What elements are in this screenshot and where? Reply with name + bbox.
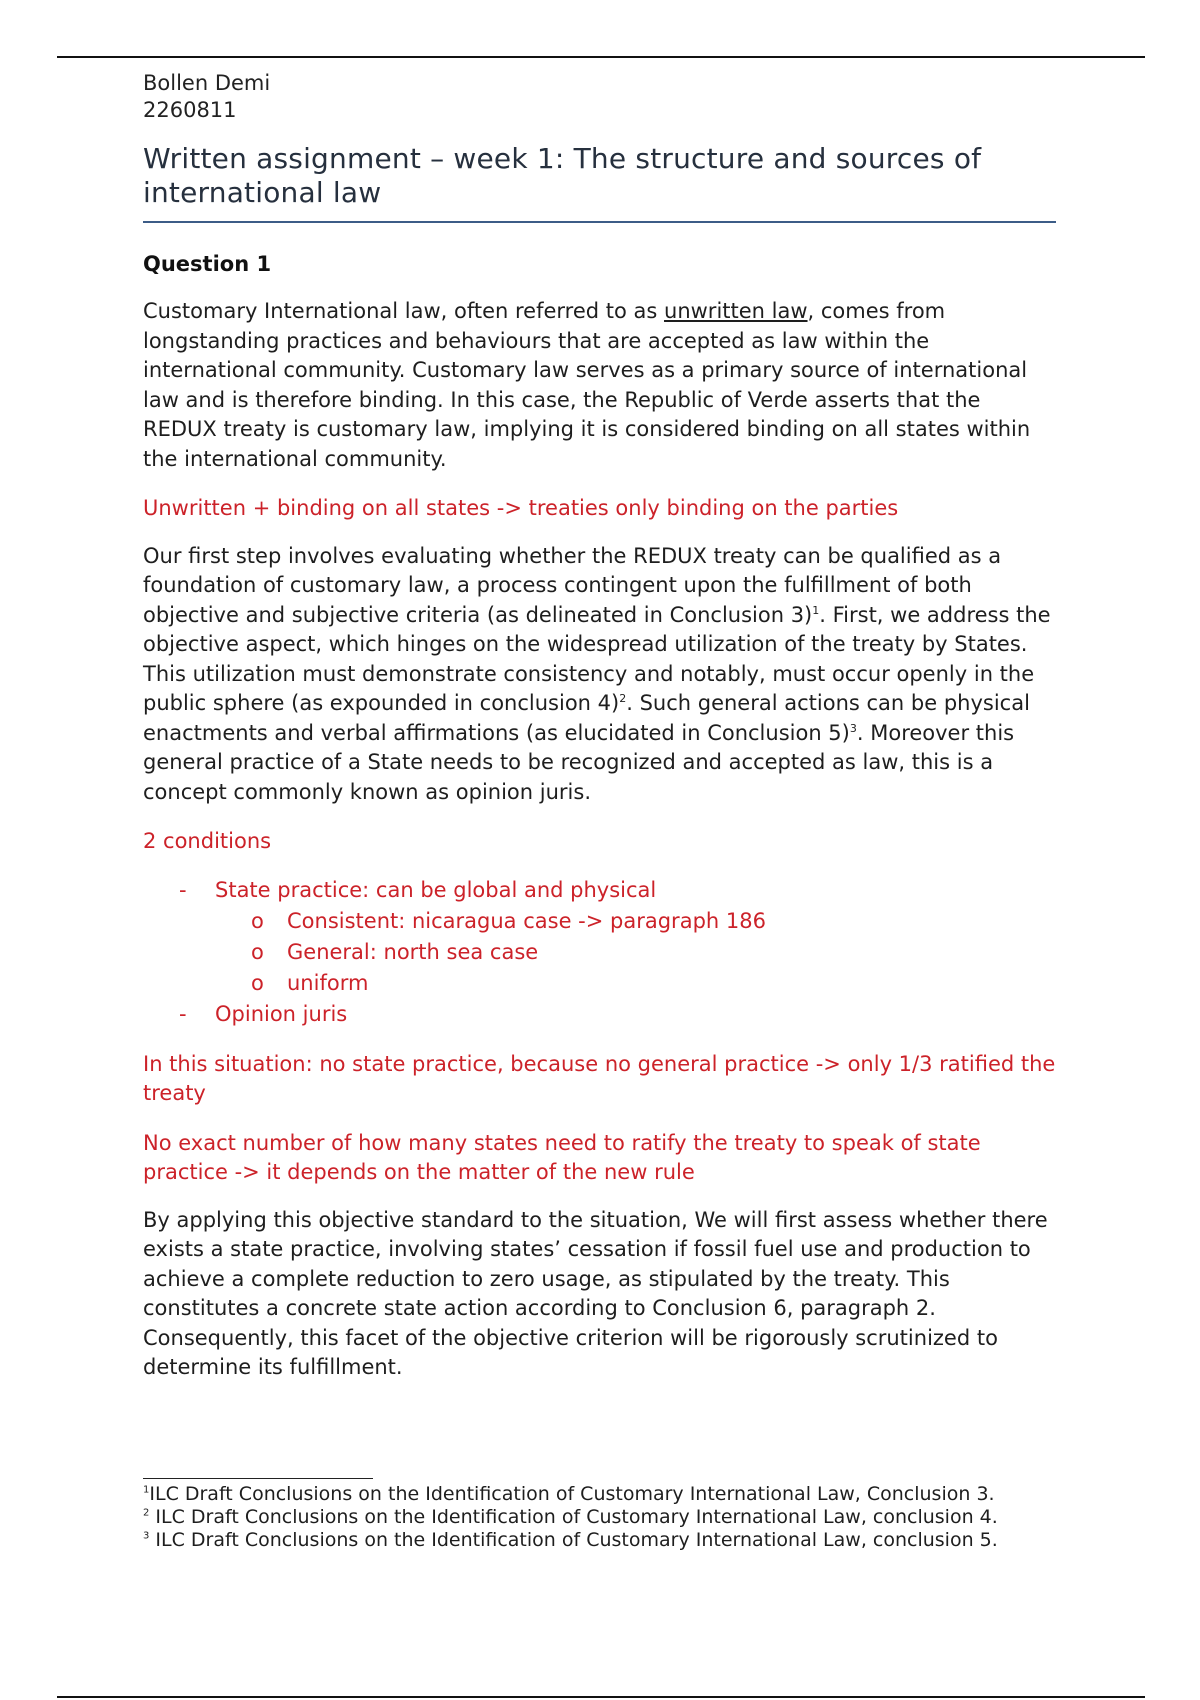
circle-bullet: o — [251, 908, 264, 933]
document-body — [143, 70, 1058, 1383]
footnote-mark: 1 — [143, 1484, 150, 1496]
title-underline — [143, 221, 1056, 223]
dash-bullet: - — [179, 877, 187, 902]
document-title: Written assignment – week 1: The structure and sources of international law — [143, 142, 982, 209]
footnote-2 — [143, 1506, 1073, 1529]
author-block — [143, 70, 1058, 124]
footnote-ref-3[interactable]: 3 — [849, 721, 857, 735]
footnotes — [143, 1478, 1073, 1552]
question-heading: Question 1 — [143, 252, 272, 276]
footnote-mark: 2 — [143, 1507, 150, 1519]
footnote-separator — [143, 1478, 373, 1479]
para1-text-after: , comes from longstanding practices and behaviours that are accepted as law within the international community. Customary law serves as a primary source of international law and is therefore binding. In this case, the Republic of Verde asserts that the REDUX treaty is customary law, implying it is considered binding on all states within the international community. — [143, 299, 1031, 471]
annotation-unwritten-binding: Unwritten + binding on all states -> treaties only binding on the parties — [143, 496, 899, 520]
underlined-term: unwritten law — [664, 299, 808, 323]
para2-text-1: Our first step involves evaluating whether the REDUX treaty can be qualified as a foundation of customary law, a process contingent upon the fulfillment of both objective and subjective criteria (as delineated in Conclusion 3) — [143, 543, 1002, 627]
paragraph-customary-law — [143, 297, 1058, 474]
annotation-no-state-practice: In this situation: no state practice, because no general practice -> only 1/3 ratified the treaty — [143, 1051, 1056, 1105]
footnote-3 — [143, 1529, 1073, 1552]
list-item-state-practice — [143, 875, 1058, 999]
footnote-mark: 3 — [143, 1530, 150, 1542]
list-item-opinion-juris — [143, 999, 1058, 1030]
page-bottom-rule — [57, 1696, 1145, 1698]
dash-bullet: - — [179, 1001, 187, 1026]
para1-text-before: Customary International law, often referred to as — [143, 299, 665, 323]
footnote-1 — [143, 1483, 1073, 1506]
circle-bullet: o — [251, 939, 264, 964]
list-item-general — [215, 937, 1058, 968]
list-item-consistent — [215, 906, 1058, 937]
para2-text-3: . Such general actions can be physical enactments and verbal affirmations (as elucidated in Conclusion 5) — [143, 691, 1030, 745]
footnote-ref-2[interactable]: 2 — [619, 692, 627, 705]
conditions-list — [143, 875, 1058, 1030]
author-name: Bollen Demi — [143, 71, 271, 95]
consistent-label: Consistent: nicaragua case -> paragraph 186 — [287, 908, 766, 933]
opinion-juris-label: Opinion juris — [215, 1001, 348, 1026]
footnote-text: ILC Draft Conclusions on the Identification of Customary International Law, conclusion 4. — [149, 1506, 998, 1528]
footnote-ref-1[interactable]: 1 — [812, 603, 820, 617]
footnote-text: ILC Draft Conclusions on the Identification of Customary International Law, Conclusion 3. — [149, 1483, 995, 1505]
annotation-two-conditions: 2 conditions — [143, 829, 272, 853]
paragraph-objective-standard: By applying this objective standard to the situation, We will first assess whether there exists a state practice, involving states’ cessation if fossil fuel use and production to achieve a complete reduction to zero usage, as stipulated by the treaty. This constitutes a concrete state action according to Conclusion 6, paragraph 2. Consequently, this facet of the objective criterion will be rigorously scrutinized to determine its fulfillment. — [143, 1207, 1048, 1379]
para2-text-2: . First, we address the objective aspect, which hinges on the widespread utilization of the treaty by States. This utilization must demonstrate consistency and notably, must occur openly in the public sphere (as expounded in conclusion 4) — [143, 602, 1051, 715]
state-practice-sublist — [215, 906, 1058, 999]
general-label: General: north sea case — [287, 939, 539, 964]
circle-bullet: o — [251, 970, 264, 995]
state-practice-label: State practice: can be global and physical — [215, 877, 657, 902]
list-item-uniform — [215, 968, 1058, 999]
student-number: 2260811 — [143, 98, 237, 122]
page-top-rule — [57, 56, 1145, 58]
paragraph-objective-criteria — [143, 542, 1058, 808]
footnote-text: ILC Draft Conclusions on the Identification of Customary International Law, conclusion 5. — [149, 1529, 998, 1551]
annotation-ratification-number: No exact number of how many states need to ratify the treaty to speak of state practice -> it depends on the matter of the new rule — [143, 1130, 981, 1184]
uniform-label: uniform — [287, 970, 369, 995]
para2-text-4: . Moreover this general practice of a State needs to be recognized and accepted as law, this is a concept commonly known as opinion juris. — [143, 720, 1015, 804]
